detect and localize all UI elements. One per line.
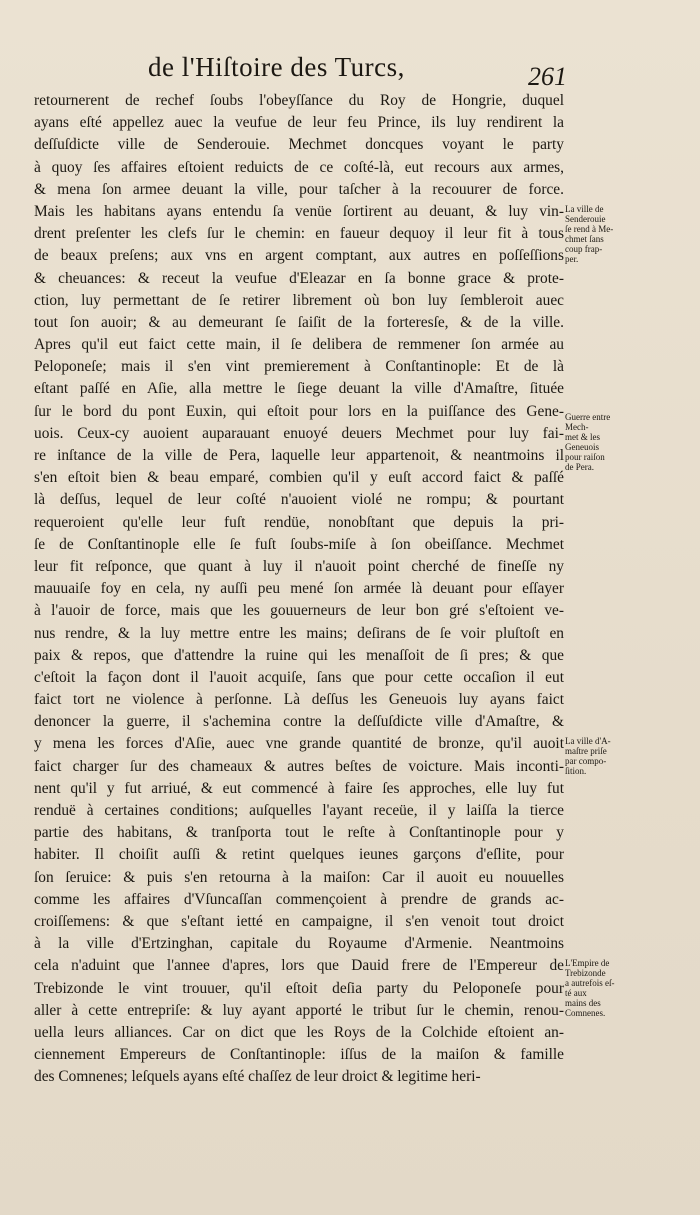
margin-note-line: coup frap-	[565, 244, 603, 254]
text-line: à l'auoir de force, mais que les gouuerneurs de leur bon gré s'eſtoient ve-	[34, 602, 564, 620]
text-line: y mena les forces d'Aſie, auec vne grande quantité de bronze, qu'il auoit	[34, 735, 564, 753]
text-line: partie des habitans, & tranſporta tout le reſte à Conſtantinople pour y	[34, 824, 564, 842]
text-line: cela n'aduint que l'annee d'apres, lors que Dauid frere de l'Empereur de	[34, 957, 564, 975]
text-line: aller à cette entrepriſe: & luy ayant apporté le tribut ſur le chemin, renou-	[34, 1001, 564, 1019]
text-line: Mais les habitans ayans entendu ſa venüe ſortirent au deuant, & luy vin-	[34, 202, 564, 220]
margin-note-line: ſe rend à Me-	[565, 224, 614, 234]
running-title: de l'Hiſtoire des Turcs,	[148, 52, 405, 82]
text-line: paix & repos, que d'attendre la ruine qui les menaſſoit de ſi pres; & que	[34, 646, 564, 664]
margin-note-line: de Pera.	[565, 462, 594, 472]
text-line: ction, luy permettant de ſe retirer librement où bon luy ſembleroit auec	[34, 291, 564, 309]
text-line: tout ſon auoir; & au demeurant ſe ſaiſit de la forteresſe, & de la ville.	[34, 313, 564, 331]
text-line: re inſtance de la ville de Pera, laquelle leur appartenoit, & neantmoins il	[34, 447, 564, 464]
margin-note-line: Mech-	[565, 422, 589, 432]
text-line: Peloponeſe; mais il s'en vint premierement à Conſtantinople: Et de là	[34, 358, 564, 376]
text-line: c'eſtoit la façon dont il l'auoit acquiſe, ſans que pour cette occaſion il eut	[34, 668, 564, 686]
margin-note-senderouie	[565, 204, 625, 264]
text-line: de beaux preſens; aux vns en argent comptant, aux autres en poſſeſſions	[34, 247, 564, 265]
text-line: nus rendre, & la luy mettre entre les mains; deſirans de ſe voir pluſtoſt en	[34, 624, 564, 642]
text-line: habiter. Il choiſit auſſi & retint quelques ieunes garçons d'eſlite, pour	[34, 846, 564, 864]
margin-note-line: ſition.	[565, 766, 587, 776]
main-text-block	[34, 90, 564, 1088]
text-line: retournerent de rechef ſoubs l'obeyſſance du Roy de Hongrie, duquel	[34, 92, 564, 109]
text-line: s'en eſtoit bien & beau emparé, combien qu'il y euſt accord faict & paſſé	[34, 469, 564, 487]
text-line: ſe de Conſtantinople elle ſe fuſt ſoubs-miſe à ſon obeiſſance. Mechmet	[34, 535, 564, 553]
text-line: renduë à certaines conditions; auſquelles l'ayant receüe, il y laiſſa la tierce	[34, 802, 564, 819]
margin-note-line: La ville de	[565, 204, 604, 214]
margin-note-line: a autrefois eſ-	[565, 978, 615, 988]
text-line: faict tort ne violence à perſonne. Là deſſus les Geneuois luy ayans faict	[34, 691, 564, 709]
margin-note-line: L'Empire de	[565, 958, 610, 968]
text-line: Trebizonde le vint trouuer, qu'il eſtoit deſia party du Peloponeſe pour	[34, 979, 564, 997]
margin-note-line: pour raiſon	[565, 452, 605, 462]
text-line: deſſuſdicte ville de Senderouie. Mechmet doncques voyant le party	[34, 136, 564, 154]
text-line: & cheuances: & receut la veufue d'Eleazar en ſa bonne grace & prote-	[34, 269, 564, 287]
text-line: requeroient qu'elle leur fuſt rendüe, nonobſtant que depuis la pri-	[34, 513, 564, 531]
text-line: uois. Ceux-cy auoient auparauant enuoyé deuers Mechmet pour luy fai-	[34, 424, 564, 442]
text-line: là deſſus, lequel de leur coſté n'auoient violé ne rompu; & pourtant	[34, 491, 564, 509]
text-line: nent qu'il y fut arriué, & eut commencé à faire ſes approches, elle luy fut	[34, 779, 564, 797]
margin-note-line: maſtre priſe	[565, 746, 607, 756]
blank-bottom-margin	[0, 1020, 700, 1215]
text-line: eſtant paſſé en Aſie, alla mettre le ſiege deuant la ville d'Amaſtre, ſituée	[34, 380, 564, 398]
text-line: & mena ſon armee deuant la ville, pour taſcher à la recouurer de force.	[34, 180, 564, 198]
text-line: ciennement Empereurs de Conſtantinople: iſſus de la maiſon & famille	[34, 1046, 564, 1064]
text-line: ſon ſeruice: & puis s'en retourna à la maiſon: Car il auoit eu nouuelles	[34, 868, 564, 886]
margin-note-line: chmet ſans	[565, 234, 604, 244]
text-line: drent preſenter les clefs ſur le chemin: en faueur dequoy il leur fit à tous	[34, 225, 564, 243]
text-line: ſur le bord du pont Euxin, qui eſtoit pour lors en la puiſſance des Gene-	[34, 402, 564, 420]
text-line: à quoy ſes affaires eſtoient reduicts de ce coſté-là, eut recours aux armes,	[34, 158, 564, 176]
margin-note-line: Comnenes.	[565, 1008, 606, 1018]
margin-note-line: mains des	[565, 998, 601, 1008]
text-line: croiſſemens: & que s'eſtant ietté en campaigne, il s'en venoit tout droict	[34, 912, 564, 930]
page-number: 261	[528, 62, 567, 91]
margin-note-amastre	[565, 736, 625, 776]
text-line: denoncer la guerre, il s'achemina contre la deſſuſdicte ville d'Amaſtre, &	[34, 713, 564, 731]
text-line: leur fit reſponce, que quant à luy il n'auoit point cherché de fineſſe ny	[34, 557, 564, 575]
margin-note-line: per.	[565, 254, 579, 264]
text-line: Apres qu'il eut faict cette main, il ſe delibera de remmener ſon armée au	[34, 336, 564, 354]
text-line: mauuaiſe foy en cela, ny auſſi peu mené ſon armée là deuant pour eſſayer	[34, 580, 564, 598]
margin-note-line: La ville d'A-	[565, 736, 611, 746]
margin-note-pera	[565, 412, 625, 472]
margin-note-line: té aux	[565, 988, 587, 998]
margin-note-line: par compo-	[565, 756, 607, 766]
text-line: ayans eſté appellez auec la veufue de leur feu Prince, ils luy rendirent la	[34, 114, 564, 132]
text-line: comme les affaires d'Vſuncaſſan commençoient à prendre de grands ac-	[34, 890, 564, 908]
text-line: à la ville d'Ertzinghan, capitale du Royaume d'Armenie. Neantmoins	[34, 935, 564, 953]
text-line: des Comnenes; leſquels ayans eſté chaſſez de leur droict & legitime heri-	[34, 1068, 481, 1086]
text-line: faict charger ſur des chameaux & autres beſtes de voicture. Mais inconti-	[34, 757, 564, 775]
margin-note-line: Senderouie	[565, 214, 606, 224]
margin-note-line: Guerre entre	[565, 412, 611, 422]
margin-note-trebizonde	[565, 958, 625, 1018]
margin-note-line: Trebizonde	[565, 968, 606, 978]
margin-note-line: Geneuois	[565, 442, 599, 452]
text-line: uella leurs alliances. Car on dict que les Roys de la Colchide eſtoient an-	[34, 1023, 564, 1041]
margin-note-line: met & les	[565, 432, 600, 442]
